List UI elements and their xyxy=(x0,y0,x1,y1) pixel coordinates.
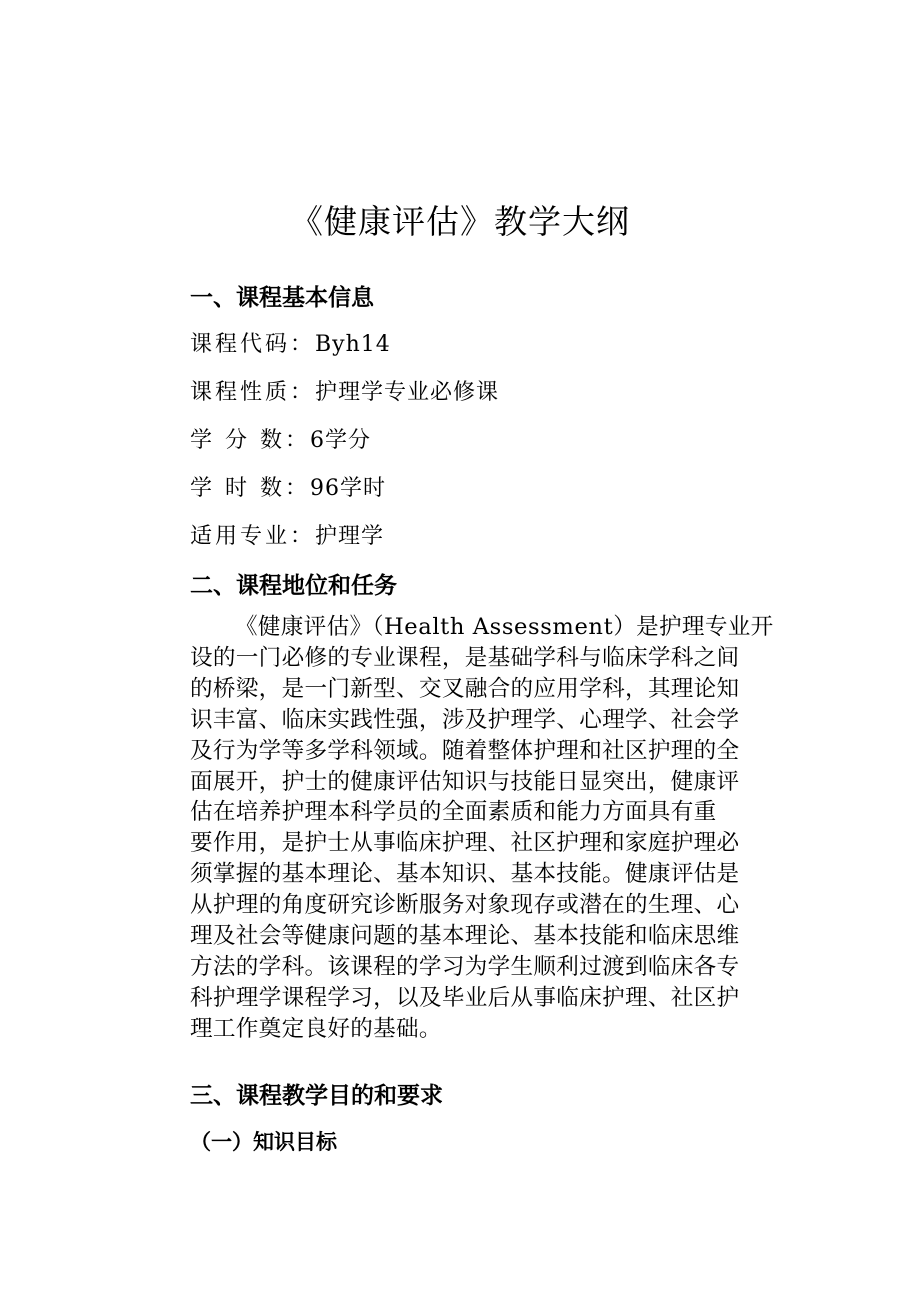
paragraph-line: 方法的学科。该课程的学习为学生顺利过渡到临床各专 xyxy=(190,953,740,980)
english-course-name: Health Assessment xyxy=(383,614,614,640)
info-course-nature xyxy=(190,375,499,406)
paragraph-line: 要作用，是护士从事临床护理、社区护理和家庭护理必 xyxy=(190,830,740,857)
paragraph-line: 理及社会等健康问题的基本理论、基本技能和临床思维 xyxy=(190,923,740,950)
paragraph-line-tail: ）是护理专业开 xyxy=(613,614,774,640)
course-description-paragraph xyxy=(190,612,790,1045)
info-value: 护理学专业必修课 xyxy=(315,380,500,405)
info-label: 课程代码： xyxy=(190,332,316,357)
paragraph-line: 理工作奠定良好的基础。 xyxy=(190,1015,442,1042)
paragraph-line: 须掌握的基本理论、基本知识、基本技能。健康评估是 xyxy=(190,861,740,888)
paragraph-line-lead: 《健康评估》（ xyxy=(235,614,384,640)
section2-heading: 二、课程地位和任务 xyxy=(190,573,397,599)
info-credits xyxy=(190,423,371,454)
info-hours xyxy=(190,471,386,502)
info-label: 课程性质： xyxy=(190,380,316,405)
paragraph-line xyxy=(190,612,790,643)
info-course-code xyxy=(190,327,391,358)
paragraph-line: 科护理学课程学习，以及毕业后从事临床护理、社区护 xyxy=(190,984,740,1011)
info-label: 适用专业： xyxy=(190,524,316,549)
paragraph-line: 估在培养护理本科学员的全面素质和能力方面具有重 xyxy=(190,799,717,826)
info-value: 6学分 xyxy=(310,428,371,453)
paragraph-line: 设的一门必修的专业课程，是基础学科与临床学科之间 xyxy=(190,644,740,671)
info-value: Byh14 xyxy=(315,332,391,357)
section3-heading: 三、课程教学目的和要求 xyxy=(190,1083,443,1109)
paragraph-line: 面展开，护士的健康评估知识与技能日显突出，健康评 xyxy=(190,768,740,795)
section1-heading: 一、课程基本信息 xyxy=(190,285,374,311)
info-major xyxy=(190,519,384,550)
paragraph-line: 及行为学等多学科领域。随着整体护理和社区护理的全 xyxy=(190,737,740,764)
paragraph-line: 识丰富、临床实践性强，涉及护理学、心理学、社会学 xyxy=(190,706,740,733)
section3-subheading: （一）知识目标 xyxy=(190,1129,337,1154)
paragraph-line: 从护理的角度研究诊断服务对象现存或潜在的生理、心 xyxy=(190,892,740,919)
info-value: 96学时 xyxy=(310,476,386,501)
paragraph-line: 的桥梁，是一门新型、交叉融合的应用学科，其理论知 xyxy=(190,675,740,702)
info-value: 护理学 xyxy=(315,524,385,549)
info-label: 学 分 数： xyxy=(190,428,310,453)
document-title: 《健康评估》教学大纲 xyxy=(290,202,630,241)
info-label: 学 时 数： xyxy=(190,476,310,501)
